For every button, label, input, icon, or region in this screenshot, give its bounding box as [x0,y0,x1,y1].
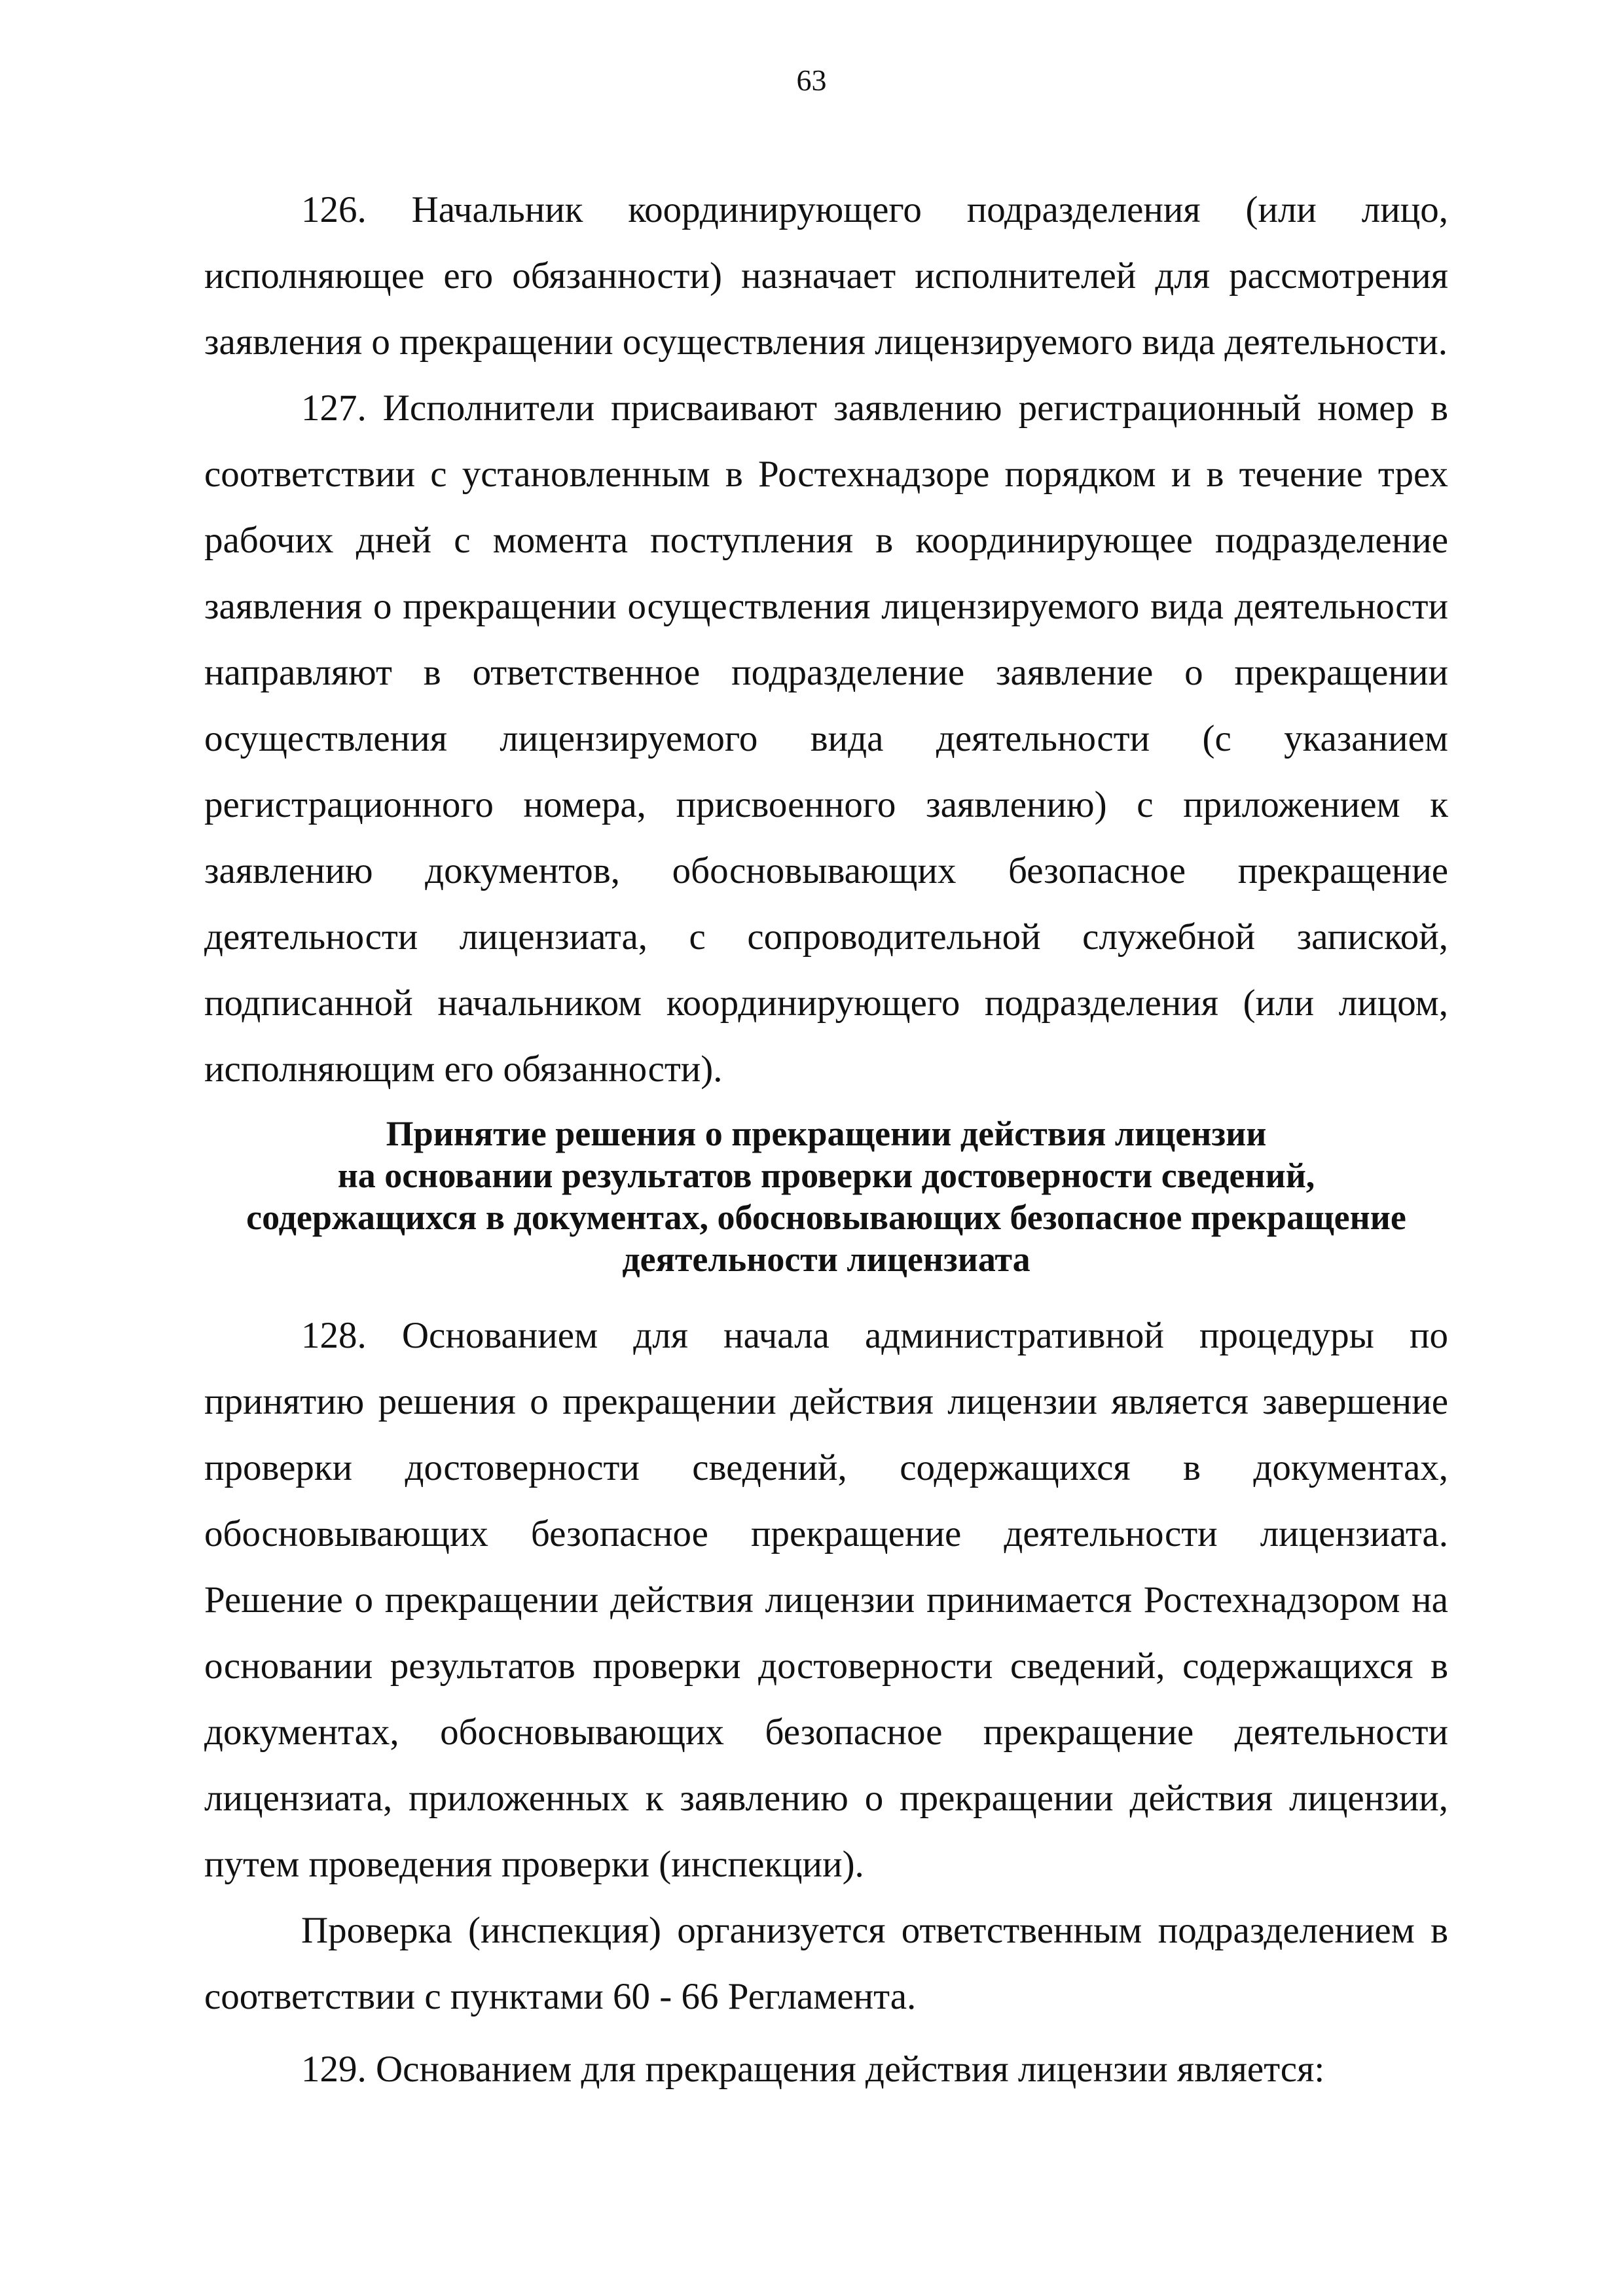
paragraph-inspection: Проверка (инспекция) организуется ответственным подразделением в соответствии с пунктами 60 - 66 Регламента. [204,1910,1448,2017]
paragraph-129: 129. Основанием для прекращения действия лицензии является: [301,2049,1325,2090]
page-content [204,177,1448,2102]
paragraph-128: 128. Основанием для начала административной процедуры по принятию решения о прекращении действия лицензии является завершение проверки достоверности сведений, содержащихся в документах, обосновывающих безопасное прекращение деятельности лицензиата. Решение о прекращении действия лицензии принимается Ростехнадзором на основании результатов проверки достоверности сведений, содержащихся в документах, обосновывающих безопасное прекращение деятельности лицензиата, приложенных к заявлению о прекращении действия лицензии, путем проведения проверки (инспекции). [204,1315,1448,1885]
paragraph-126: 126. Начальник координирующего подразделения (или лицо, исполняющее его обязанности) назначает исполнителей для рассмотрения заявления о прекращении осуществления лицензируемого вида деятельности. [204,189,1448,363]
section-heading-line: содержащихся в документах, обосновывающих безопасное прекращение [246,1198,1406,1237]
section-heading [204,1113,1448,1280]
section-heading-line: на основании результатов проверки достоверности сведений, [337,1156,1315,1195]
paragraph-127: 127. Исполнители присваивают заявлению регистрационный номер в соответствии с установленным в Ростехнадзоре порядком и в течение трех рабочих дней с момента поступления в координирующее подразделение заявления о прекращении осуществления лицензируемого вида деятельности направляют в ответственное подразделение заявление о прекращении осуществления лицензируемого вида деятельности (с указанием регистрационного номера, присвоенного заявлению) с приложением к заявлению документов, обосновывающих безопасное прекращение деятельности лицензиата, с сопроводительной служебной запиской, подписанной начальником координирующего подразделения (или лицом, исполняющим его обязанности). [204,387,1448,1090]
page-number: 63 [796,63,827,97]
section-heading-line: Принятие решения о прекращении действия лицензии [386,1114,1267,1153]
section-heading-line: деятельности лицензиата [622,1240,1030,1279]
